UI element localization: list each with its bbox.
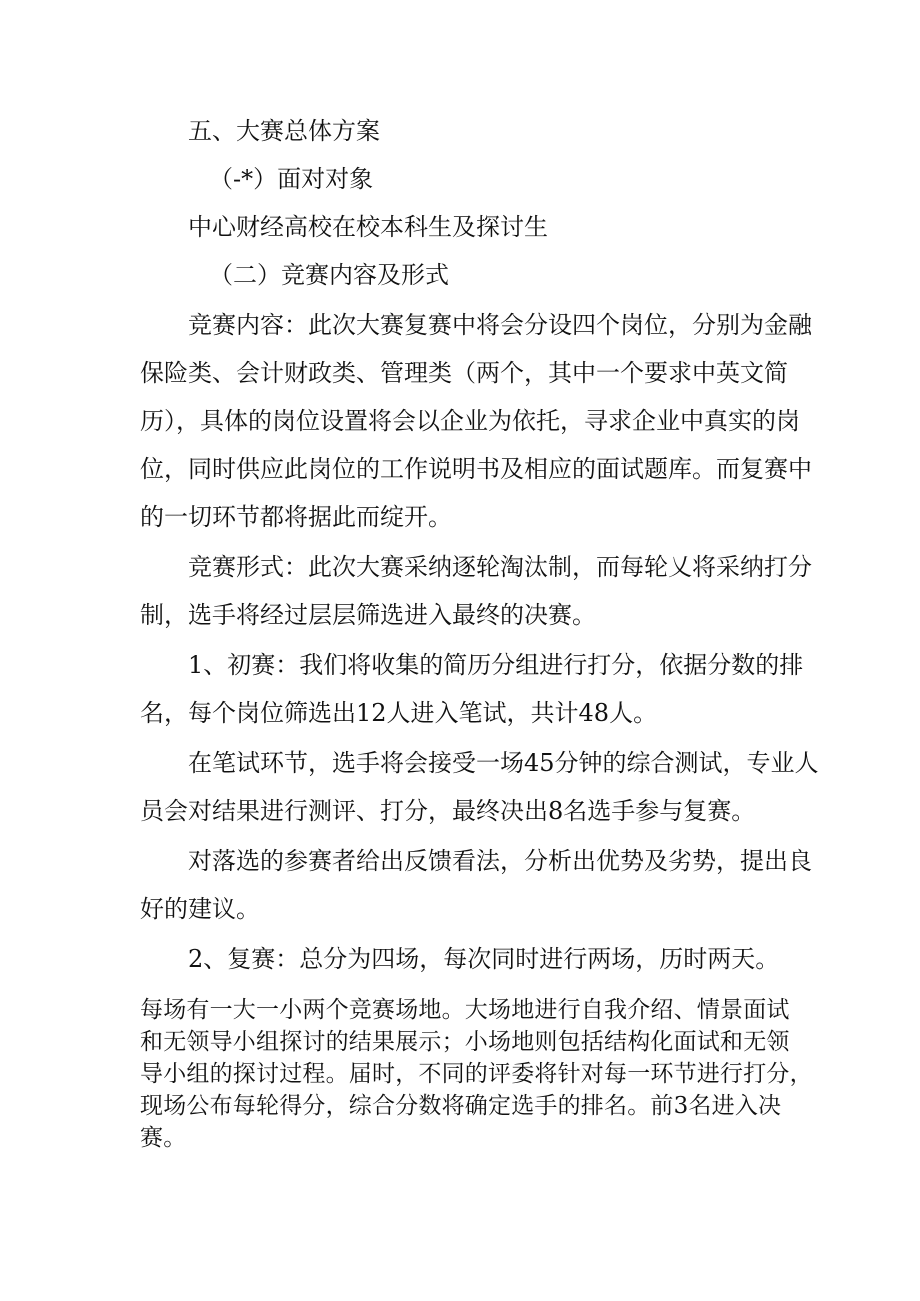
paragraph-line: 1、初赛：我们将收集的简历分组进行打分，依据分数的排 (188, 651, 804, 679)
paragraph-line: 和无领导小组探讨的结果展示；小场地则包括结构化面试和无领 (140, 1029, 790, 1055)
paragraph-line: 员会对结果进行测评、打分，最终决出8名选手参与复赛。 (140, 797, 756, 825)
paragraph-line: 导小组的探讨过程。届时，不同的评委将针对每一环节进行打分， (140, 1061, 813, 1087)
paragraph-line: 中心财经高校在校本科生及探讨生 (188, 213, 548, 241)
paragraph-line: 2、复赛：总分为四场，每次同时进行两场，历时两天。 (188, 945, 780, 973)
paragraph-line: 位，同时供应此岗位的工作说明书及相应的面试题库。而复赛中 (140, 455, 812, 483)
paragraph-line: 赛。 (140, 1125, 187, 1151)
paragraph-line: 每场有一大一小两个竞赛场地。大场地进行自我介绍、情景面试 (140, 997, 790, 1023)
paragraph-line: 制，选手将经过层层筛选进入最终的决赛。 (140, 601, 596, 629)
paragraph-line: 名，每个岗位筛选出12人进入笔试，共计48人。 (140, 699, 658, 727)
section-title: （-*）面对对象 (209, 165, 374, 193)
section-title: （二）竞赛内容及形式 (209, 261, 449, 289)
paragraph-line: 的一切环节都将据此而绽开。 (140, 503, 452, 531)
heading: 五、大赛总体方案 (188, 117, 380, 145)
paragraph-line: 好的建议。 (140, 895, 260, 923)
paragraph-line: 在笔试环节，选手将会接受一场45分钟的综合测试，专业人 (188, 749, 819, 777)
paragraph-line: 对落选的参赛者给出反馈看法，分析出优势及劣势，提出良 (188, 847, 812, 875)
paragraph-line: 现场公布每轮得分，综合分数将确定选手的排名。前3名进入决 (140, 1093, 782, 1119)
paragraph-line: 竞赛内容：此次大赛复赛中将会分设四个岗位，分别为金融 (188, 311, 812, 339)
paragraph-line: 竞赛形式：此次大赛采纳逐轮淘汰制，而每轮乂将采纳打分 (188, 553, 812, 581)
paragraph-line: 历），具体的岗位设置将会以企业为依托，寻求企业中真实的岗 (140, 407, 800, 435)
paragraph-line: 保险类、会计财政类、管理类（两个，其中一个要求中英文简 (140, 359, 788, 387)
